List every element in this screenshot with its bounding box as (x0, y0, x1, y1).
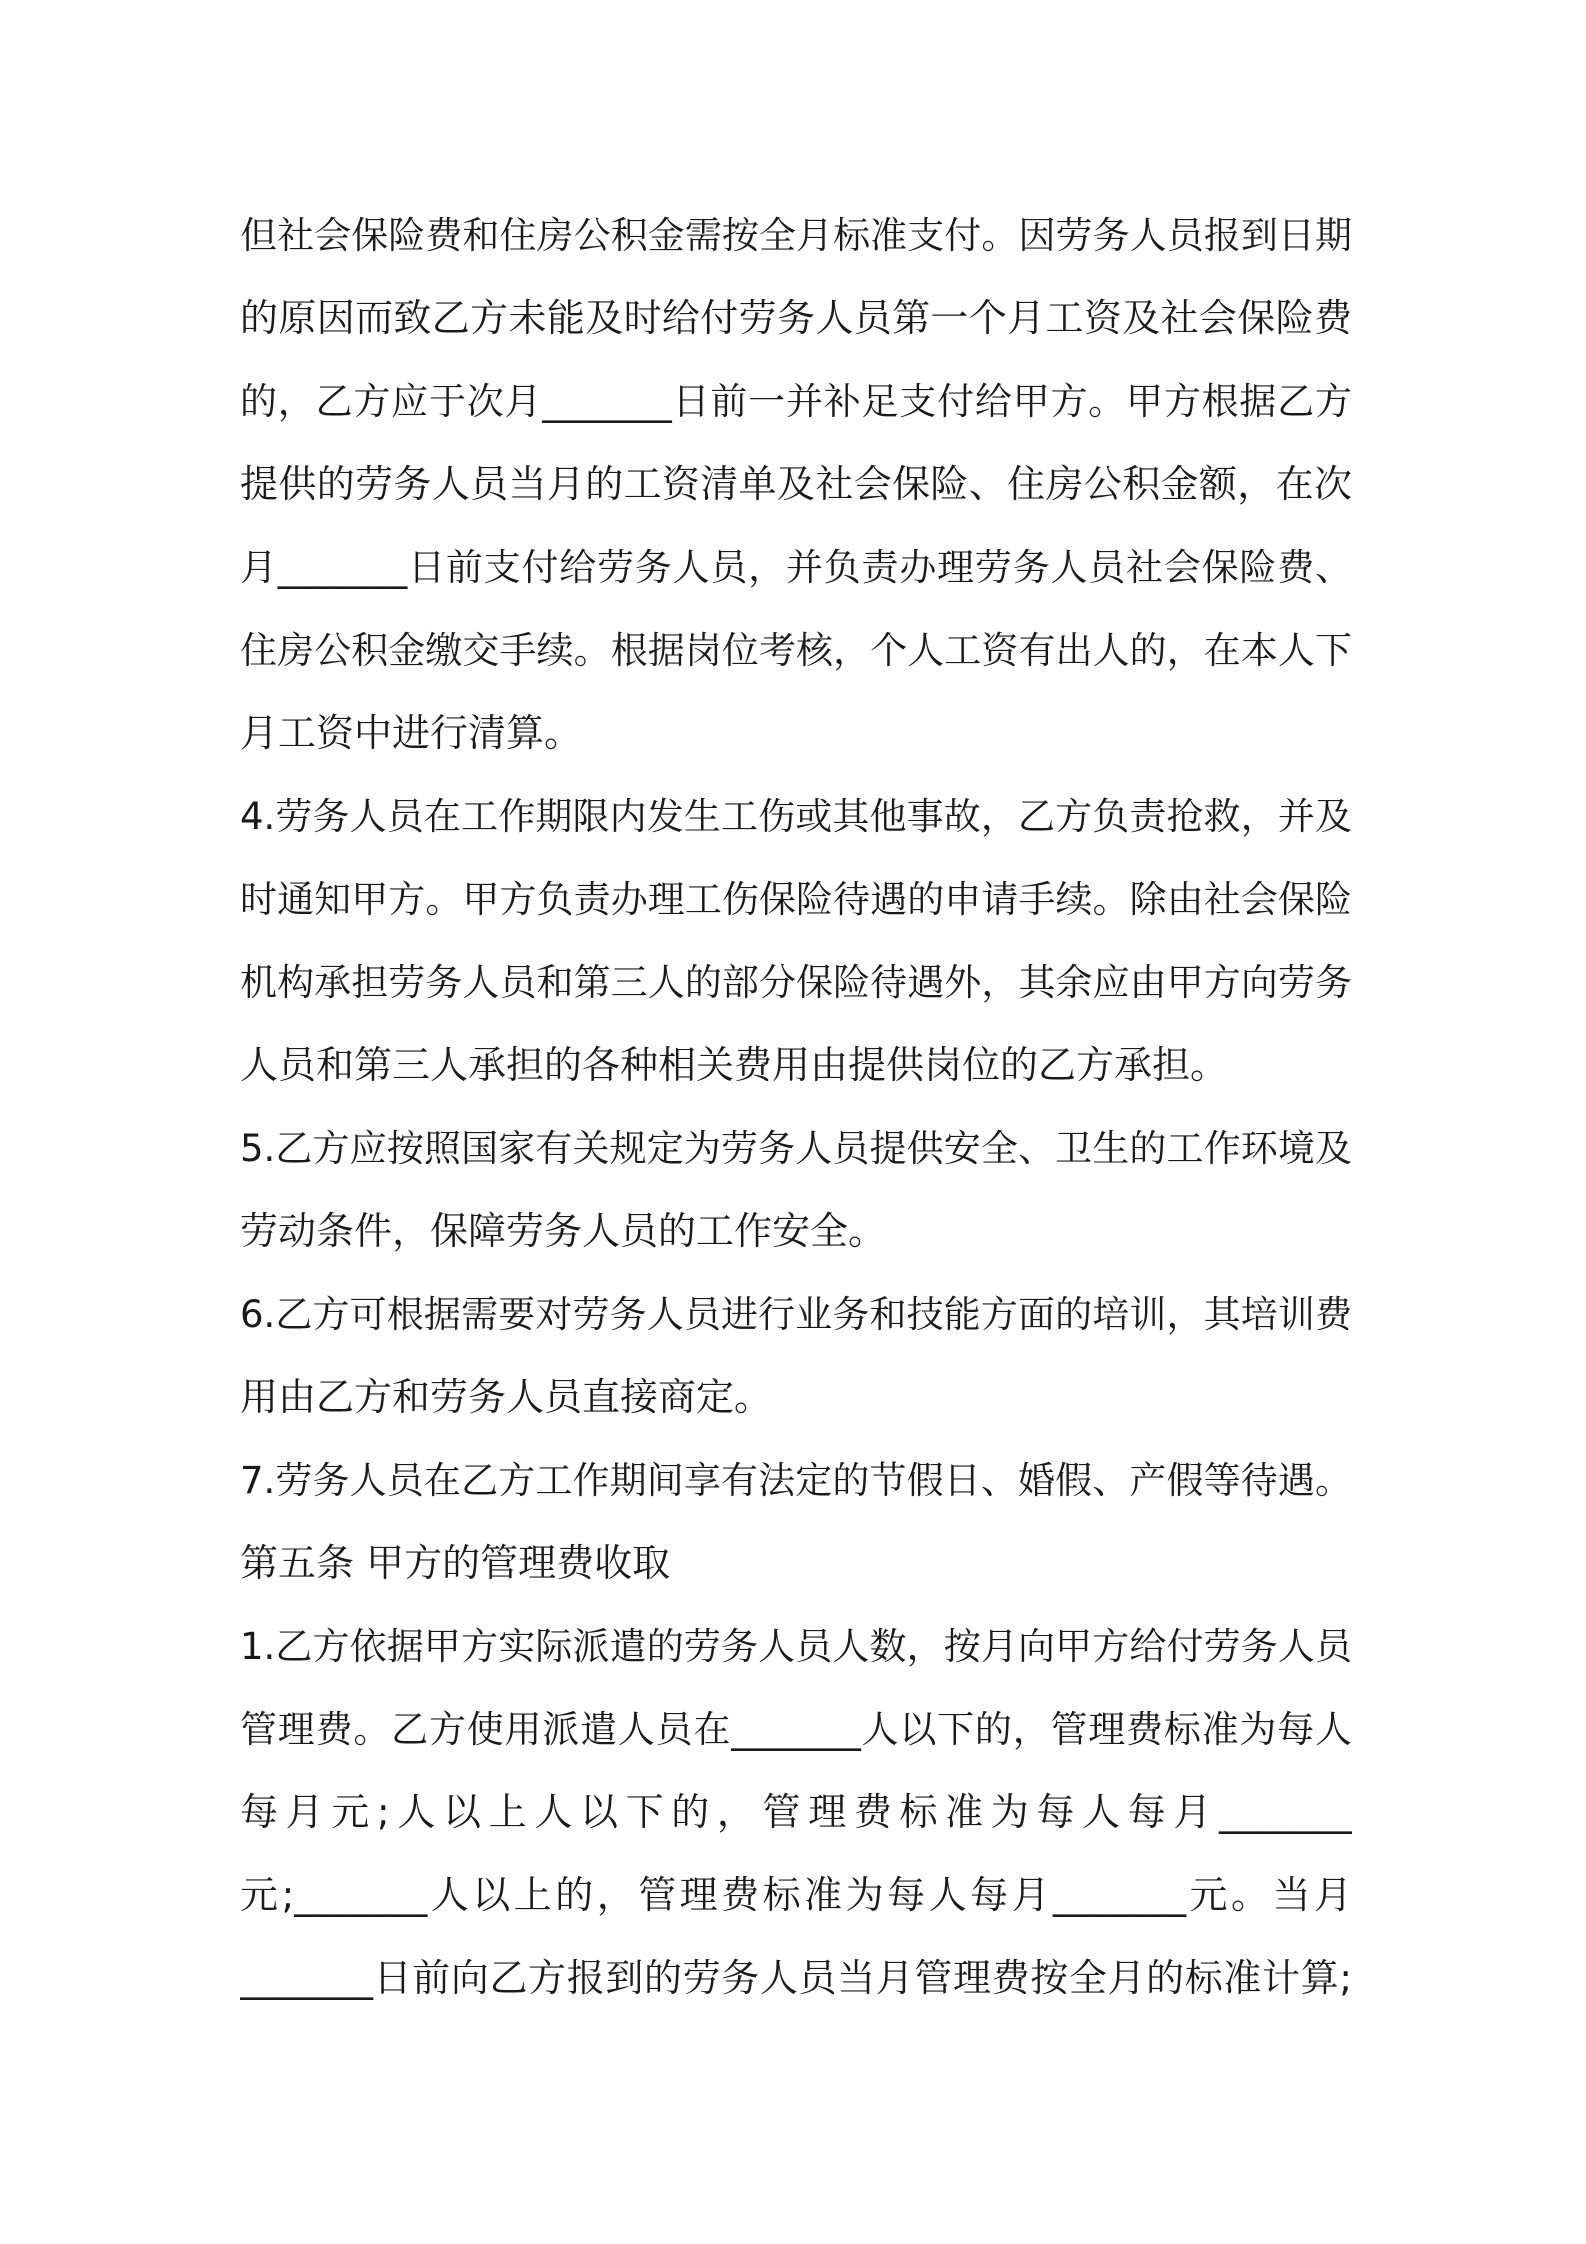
text-line-10: 机构承担劳务人员和第三人的部分保险待遇外，其余应由甲方向劳务 (240, 961, 1352, 1004)
text-line-14: 6.乙方可根据需要对劳务人员进行业务和技能方面的培训，其培训费 (240, 1293, 1352, 1336)
text-line-20: 每月元;人以上人以下的，管理费标准为每人每月_______ (240, 1790, 1352, 1834)
text-line-12: 5.乙方应按照国家有关规定为劳务人员提供安全、卫生的工作环境及 (240, 1127, 1352, 1170)
text-line-3: 的，乙方应于次月_______日前一并补足支付给甲方。甲方根据乙方 (240, 380, 1352, 423)
text-line-13: 劳动条件，保障劳务人员的工作安全。 (240, 1209, 887, 1253)
text-line-11: 人员和第三人承担的各种相关费用由提供岗位的乙方承担。 (240, 1043, 1229, 1087)
text-line-18: 1.乙方依据甲方实际派遣的劳务人员人数，按月向甲方给付劳务人员 (240, 1625, 1352, 1668)
text-line-15: 用由乙方和劳务人员直接商定。 (240, 1375, 773, 1419)
text-line-6: 住房公积金缴交手续。根据岗位考核，个人工资有出人的，在本人下 (240, 629, 1352, 672)
text-line-16: 7.劳务人员在乙方工作期间享有法定的节假日、婚假、产假等待遇。 (240, 1459, 1352, 1502)
text-line-22: _______日前向乙方报到的劳务人员当月管理费按全月的标准计算; (240, 1956, 1352, 2000)
text-line-8: 4.劳务人员在工作期限内发生工伤或其他事故，乙方负责抢救，并及 (240, 795, 1352, 838)
section-heading: 第五条 甲方的管理费收取 (240, 1541, 671, 1585)
text-line-1: 但社会保险费和住房公积金需按全月标准支付。因劳务人员报到日期 (240, 214, 1352, 257)
text-line-7: 月工资中进行清算。 (240, 711, 583, 755)
text-line-19: 管理费。乙方使用派遣人员在_______人以下的，管理费标准为每人 (240, 1708, 1352, 1751)
text-line-4: 提供的劳务人员当月的工资清单及社会保险、住房公积金额，在次 (240, 462, 1352, 506)
text-line-9: 时通知甲方。甲方负责办理工伤保险待遇的申请手续。除由社会保险 (240, 878, 1352, 921)
text-line-5: 月_______日前支付给劳务人员，并负责办理劳务人员社会保险费、 (240, 546, 1352, 589)
text-line-2: 的原因而致乙方未能及时给付劳务人员第一个月工资及社会保险费 (240, 296, 1352, 340)
document-page (240, 194, 1352, 2020)
text-line-21: 元;_______人以上的，管理费标准为每人每月_______元。当月 (240, 1873, 1352, 1917)
